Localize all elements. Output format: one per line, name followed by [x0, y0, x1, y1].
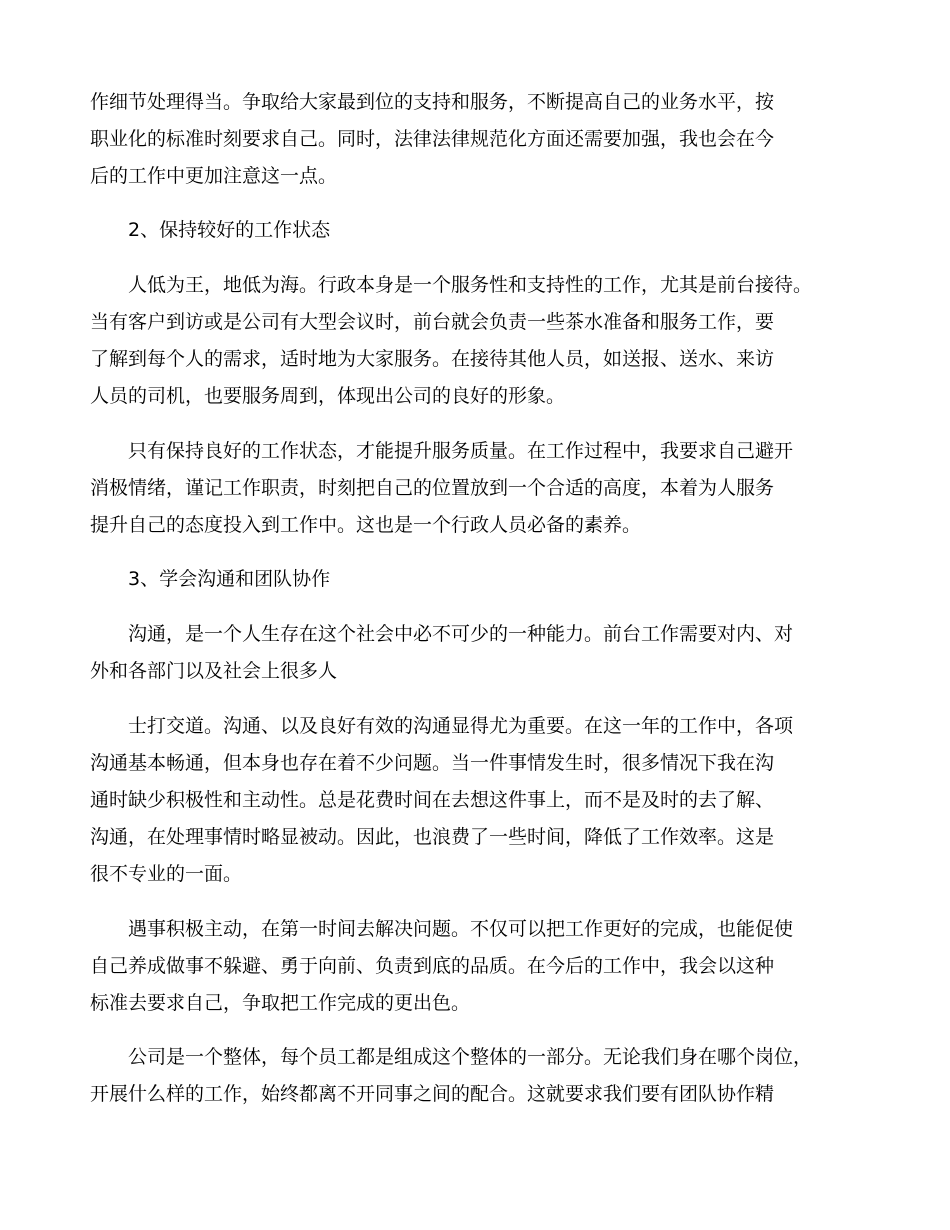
text-line: 公司是一个整体，每个员工都是组成这个整体的一部分。无论我们身在哪个岗位， — [128, 1046, 813, 1068]
text-line: 开展什么样的工作，始终都离不开同事之间的配合。这就要求我们要有团队协作精 — [90, 1083, 775, 1105]
text-line: 外和各部门以及社会上很多人 — [90, 660, 338, 682]
section-heading: 3、学会沟通和团队协作 — [128, 568, 331, 590]
text-line: 标准去要求自己，争取把工作完成的更出色。 — [90, 992, 471, 1014]
text-line: 提升自己的态度投入到工作中。这也是一个行政人员必备的素养。 — [90, 514, 642, 536]
text-line: 遇事积极主动，在第一时间去解决问题。不仅可以把工作更好的完成，也能促使 — [128, 918, 794, 940]
text-line: 通时缺少积极性和主动性。总是花费时间在去想这件事上，而不是及时的去了解、 — [90, 789, 775, 811]
text-line: 士打交道。沟通、以及良好有效的沟通显得尤为重要。在这一年的工作中，各项 — [128, 715, 794, 737]
text-line: 自己养成做事不躲避、勇于向前、负责到底的品质。在今后的工作中，我会以这种 — [90, 955, 775, 977]
text-line: 人员的司机，也要服务周到，体现出公司的良好的形象。 — [90, 385, 566, 407]
text-line: 沟通，在处理事情时略显被动。因此，也浪费了一些时间，降低了工作效率。这是 — [90, 826, 775, 848]
text-line: 很不专业的一面。 — [90, 863, 243, 885]
text-line: 沟通，是一个人生存在这个社会中必不可少的一种能力。前台工作需要对内、对 — [128, 623, 794, 645]
section-heading: 2、保持较好的工作状态 — [128, 219, 331, 241]
text-line: 职业化的标准时刻要求自己。同时，法律法律规范化方面还需要加强，我也会在今 — [90, 128, 775, 150]
text-line: 当有客户到访或是公司有大型会议时，前台就会负责一些茶水准备和服务工作，要 — [90, 311, 775, 333]
text-line: 消极情绪，谨记工作职责，时刻把自己的位置放到一个合适的高度，本着为人服务 — [90, 477, 775, 499]
text-line: 只有保持良好的工作状态，才能提升服务质量。在工作过程中，我要求自己避开 — [128, 440, 794, 462]
text-line: 沟通基本畅通，但本身也存在着不少问题。当一件事情发生时，很多情况下我在沟 — [90, 752, 775, 774]
text-line: 后的工作中更加注意这一点。 — [90, 165, 338, 187]
text-line: 作细节处理得当。争取给大家最到位的支持和服务，不断提高自己的业务水平，按 — [90, 91, 775, 113]
text-line: 了解到每个人的需求，适时地为大家服务。在接待其他人员，如送报、送水、来访 — [90, 348, 775, 370]
text-line: 人低为王，地低为海。行政本身是一个服务性和支持性的工作，尤其是前台接待。 — [128, 274, 813, 296]
